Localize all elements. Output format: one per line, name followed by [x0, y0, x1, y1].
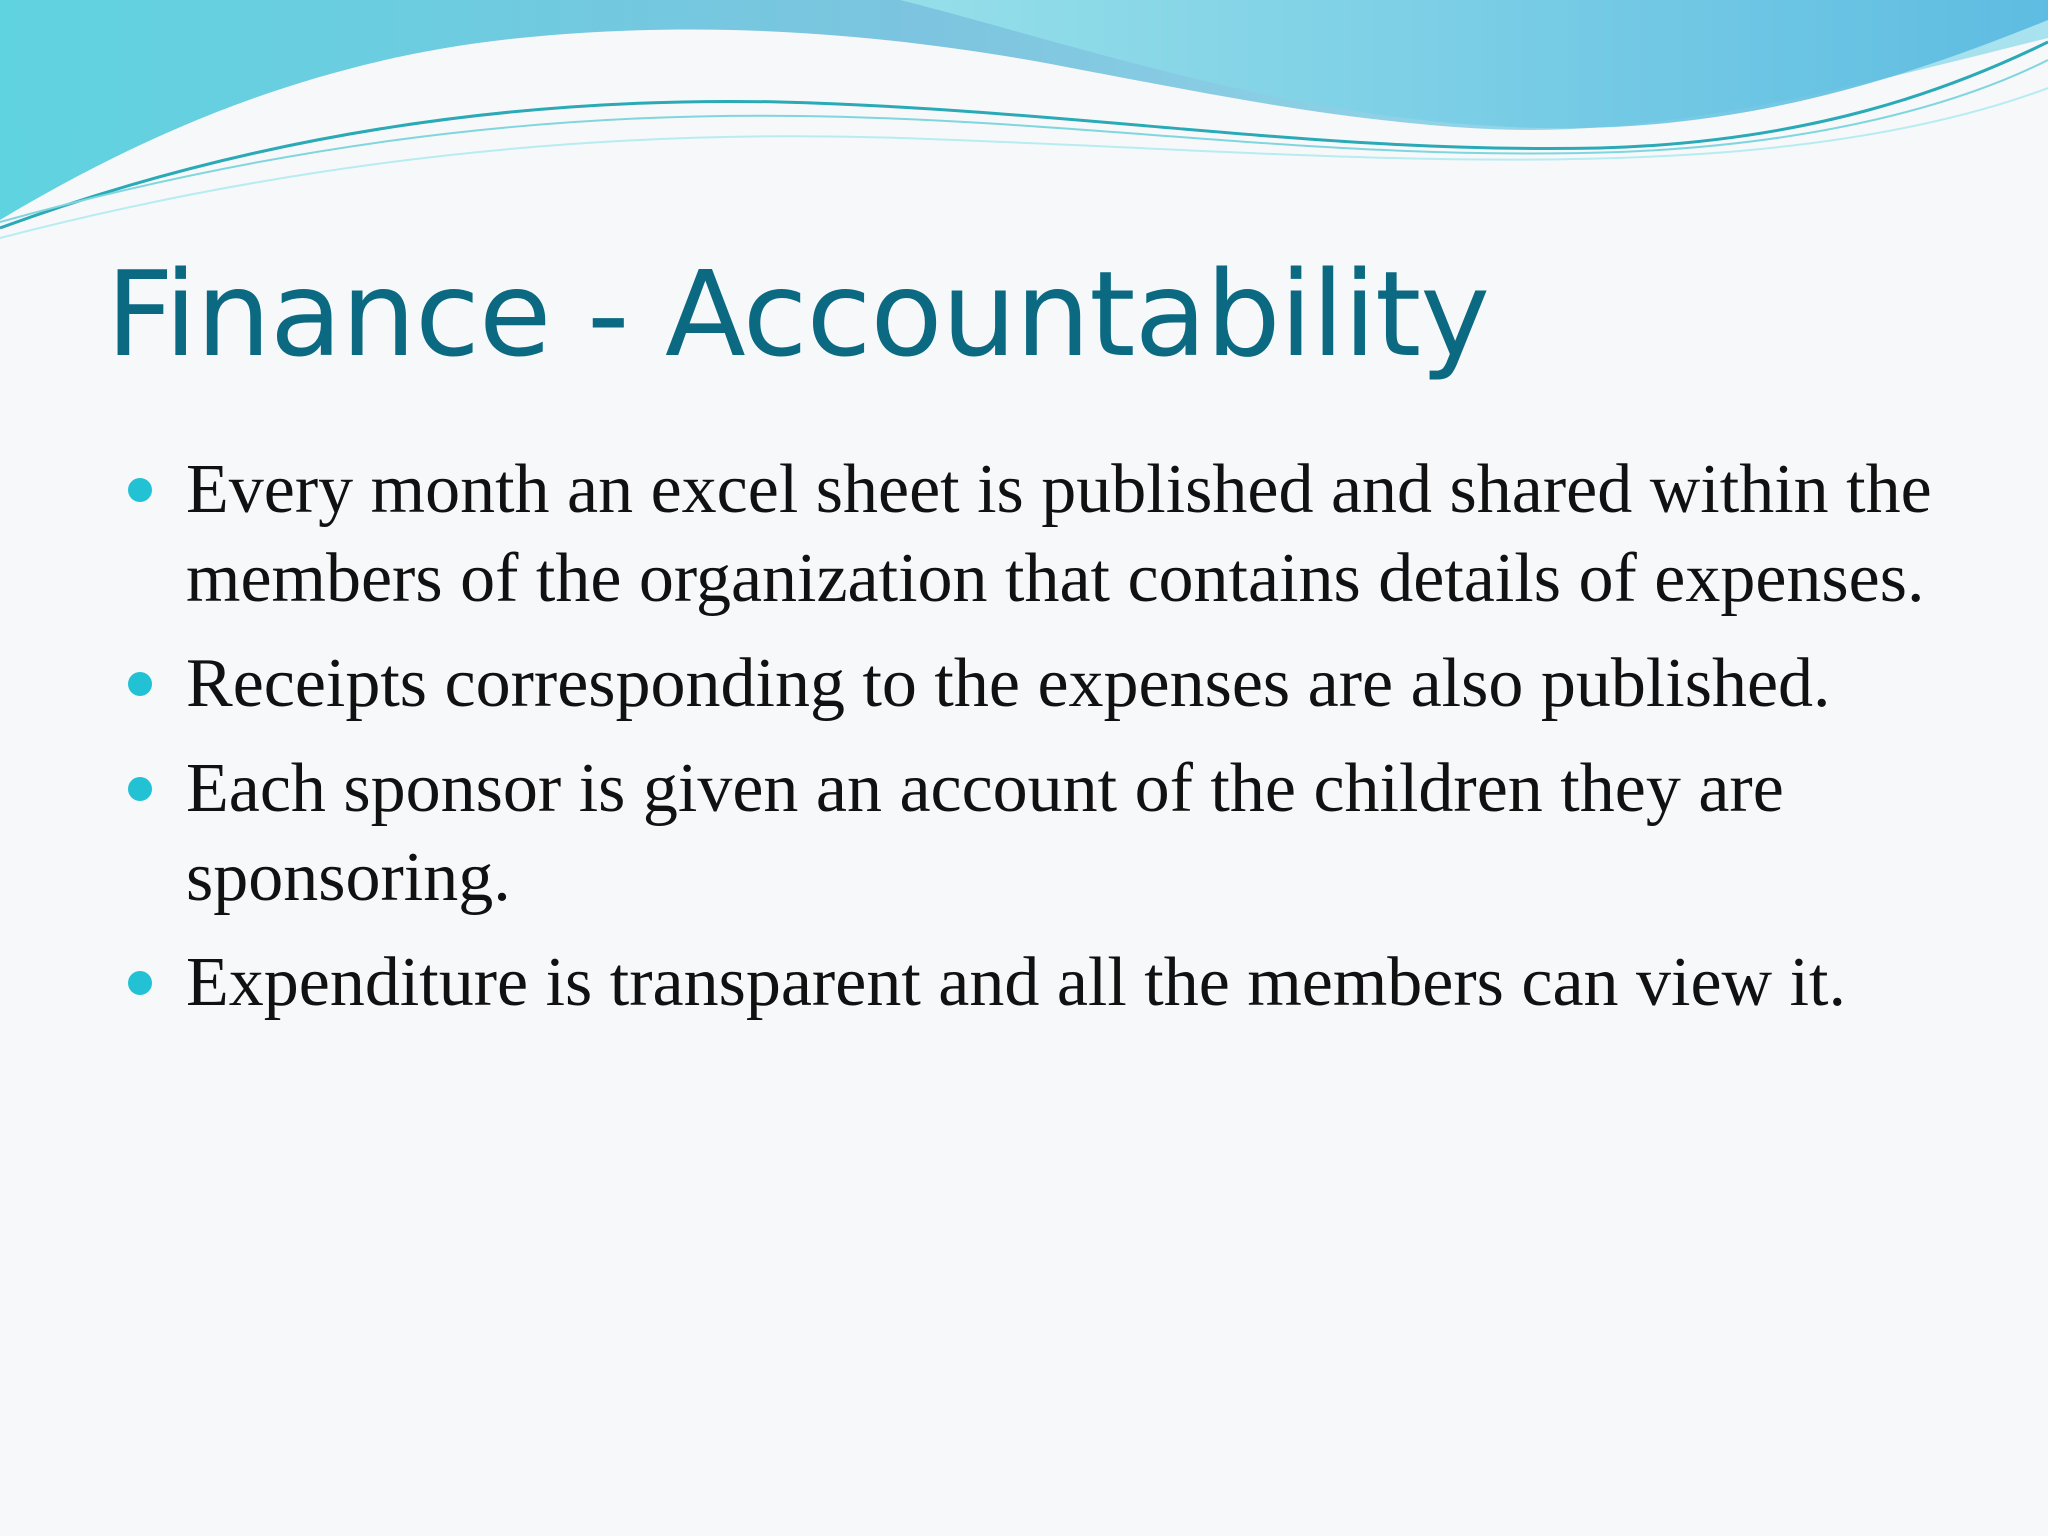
bullet-text: Receipts corresponding to the expenses are also published. [186, 645, 1831, 722]
decorative-wave-header [0, 0, 2048, 240]
bullet-list [128, 445, 1988, 1043]
bullet-item-2 [128, 639, 1988, 728]
bullet-point-icon [128, 971, 152, 995]
bullet-point-icon [128, 672, 152, 696]
bullet-point-icon [128, 478, 152, 502]
bullet-point-icon [128, 777, 152, 801]
bullet-text: Each sponsor is given an account of the children they are sponsoring. [186, 750, 1784, 916]
slide-title: Finance - Accountability [106, 245, 1490, 383]
bullet-item-1 [128, 445, 1988, 623]
bullet-text: Every month an excel sheet is published and shared within the members of the organization that contains details of expenses. [186, 451, 1932, 617]
bullet-text: Expenditure is transparent and all the members can view it. [186, 944, 1847, 1021]
bullet-item-3 [128, 744, 1988, 922]
bullet-item-4 [128, 938, 1988, 1027]
